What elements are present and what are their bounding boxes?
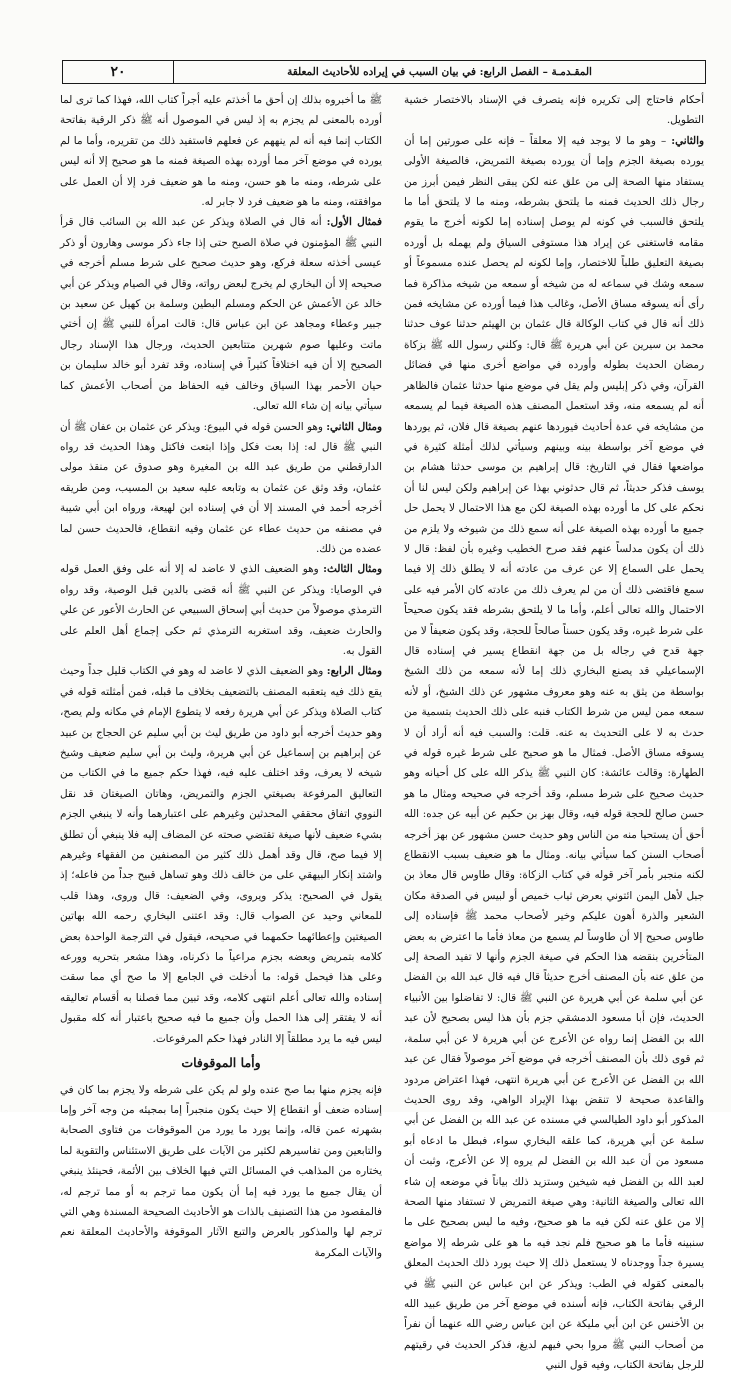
page-number: ٢٠ xyxy=(63,61,174,83)
paragraph-heading: ومثال الثالث: xyxy=(323,563,382,576)
paragraph xyxy=(60,212,382,416)
paragraph xyxy=(404,131,704,1376)
right-column xyxy=(404,90,704,1372)
paragraph: أحكام فاحتاج إلى تكريره فإنه يتصرف في الإسناد بالاختصار خشية التطويل. xyxy=(404,94,704,127)
paragraph-heading: ومثال الرابع: xyxy=(326,665,383,678)
paragraph-text: – وهو ما لا يوجد فيه إلا معلقاً – فإنه على صورتين إما أن يورده بصيغة الجزم وإما أن يورده بصيغة التمريض، فالصيغة الأولى يستفاد منها الصحة إلى من علق عنه لكن يبقى النظر فيمن أبرز من رجال ذلك الحديث فمنه ما يلتحق بشرطه، ومنه ما لا يلتحق أما ما يلتحق فالسبب في كونه لم يوصل إسناده إما لكونه أخرج ما يقوم مقامه فاستغنى عن إيراد هذا مستوفى السياق ولم يهمله بل أورده بصيغة التعليق طلباً للاختصار، وإما لكونه لم يحصل عنده مسموعاً أو سمعه وشك في سماعه له من شيخه أو سمعه من شيخه مذاكرة فما رأى أنه يسوقه مساق الأصل، وغالب هذا فيما أورده عن مشايخه فمن ذلك أنه قال في كتاب الوكالة قال عثمان بن الهيثم حدثنا عوف حدثنا محمد بن سيرين عن أبي هريرة ﷺ قال: وكلني رسول الله ﷺ بزكاة رمضان الحديث بطوله وأورده في مواضع أخرى منها في فضائل القرآن، وفي ذكر إبليس ولم يقل في موضع منها حدثنا عثمان فالظاهر أنه لم يسمعه منه، وقد استعمل المصنف هذه الصيغة فيما لم يسمعه من مشايخه في عدة أحاديث فيوردها عنهم بصيغة قال فلان، ثم يوردها في موضع آخر بواسطة بينه وبينهم وسيأتي لذلك أمثلة كثيرة في مواضعها فقال في التاريخ: قال إبراهيم بن موسى حدثنا هشام بن يوسف فذكر حديثاً، ثم قال حدثوني بهذا عن إبراهيم ولكن ليس لنا أن نحكم على كل ما أورده بهذه الصيغة لكن مع هذا الاحتمال لا يحمل حل جميع ما أورده بهذه الصيغة على أنه سمع ذلك من شيوخه ولا يلزم من ذلك أن يكون مدلساً عنهم فقد صرح الخطيب وغيره بأن لفظ: قال لا يحمل على السماع إلا عن عرف من عادته أنه لا يطلق ذلك إلا فيما سمع فاقتضى ذلك أن من لم يعرف ذلك من عادته كان الأمر فيه على الاحتمال والله تعالى أعلم، وأما ما لا يلتحق بشرطه فقد يكون صحيحاً على شرط غيره، وقد يكون حسناً صالحاً للحجة، وقد يكون ضعيفاً لا من جهة قدح في رجاله بل من جهة انقطاع يسير في إسناده قال الإسماعيلي قد يصنع البخاري ذلك إما لأنه سمعه من ذلك الشيخ بواسطة من يثق به عنه وهو معروف مشهور عن ذلك الشيخ، أو لأنه سمعه ممن ليس من شرط الكتاب فنبه على ذلك الحديث بتسمية من حدث به لا على التحديث به عنه. قلت: والسبب فيه أنه أراد أن لا يسوقه مساق الأصل. فمثال ما هو صحيح على شرط غيره قوله في الطهارة: وقالت عائشة: كان النبي ﷺ يذكر الله على كل أحيانه وهو حديث صحيح على شرط مسلم، وقد أخرجه في صحيحه ومثال ما هو حسن صالح للحجة قوله فيه، وقال بهز بن حكيم عن أبيه عن جده: الله أحق أن يستحيا منه من الناس وهو حديث حسن مشهور عن بهز أخرجه أصحاب السنن كما سيأتي بيانه. ومثال ما هو ضعيف بسبب الانقطاع لكنه منجبر بأمر آخر قوله في كتاب الزكاة: وقال طاوس قال معاذ بن جبل لأهل اليمن ائتوني بعرض ثياب خميص أو لبيس في الصدقة مكان الشعير والذرة أهون عليكم وخير لأصحاب محمد ﷺ فإسناده إلى طاوس صحيح إلا أن طاوساً لم يسمع من معاذ فأما ما اعترض به بعض المتأخرين بنقضه هذا الحكم في صيغة الجزم وأنها لا تفيد الصحة إلى من علق عنه بأن المصنف أخرج حديثاً قال فيه قال عبد الله بن الفضل عن أبي سلمة عن أبي هريرة عن النبي ﷺ قال: لا تفاضلوا بين الأنبياء الحديث، فإن أبا مسعود الدمشقي جزم بأن هذا ليس بصحيح لأن عبد الله بن الفضل إنما رواه عن الأعرج عن أبي هريرة لا عن أبي سلمة، ثم قوى ذلك بأن المصنف أخرجه في موضع آخر موصولاً فقال عن عبد الله بن الفضل عن الأعرج عن أبي هريرة انتهى، فهذا اعتراض مردود والقاعدة صحيحة لا تنقض بهذا الإيراد الواهي، وقد روى الحديث المذكور أبو داود الطيالسي في مسنده عن عبد الله بن الفضل عن أبي سلمة عن أبي هريرة، كما علقه البخاري سواء، فبطل ما ادعاه أبو مسعود من أن عبد الله بن الفضل لم يروه إلا عن الأعرج، وثبت أن لعبد الله بن الفضل فيه شيخين وستزيد ذلك بياناً في موضعه إن شاء الله تعالى والصيغة الثانية: وهي صيغة التمريض لا تستفاد منها الصحة إلا من علق عنه لكن فيه ما هو صحيح، وفيه ما ليس بصحيح على ما سنبينه فأما ما هو صحيح فلم نجد فيه ما هو على شرطه إلا مواضع يسيرة جداً ووجدناه لا يستعمل ذلك إلا حيث يورد ذلك الحديث المعلق بالمعنى كقوله في الطب: ويذكر عن ابن عباس عن النبي ﷺ في الرقي بفاتحة الكتاب، فإنه أسنده في موضع آخر من طريق عبيد الله بن الأخنس عن ابن أبي مليكة عن ابن عباس رضي الله عنهما أن نفراً من أصحاب النبي ﷺ مروا بحي فيهم لديغ، فذكر الحديث في رقيتهم للرجل بفاتحة الكتاب، وفيه قول النبي xyxy=(404,134,704,1372)
paragraph-heading: فمثال الأول: xyxy=(326,216,382,229)
running-title: المقـدمـة – الفصل الرابع: في بيان السبب في إيراده للأحاديث المعلقة xyxy=(287,66,592,78)
running-header xyxy=(62,60,706,84)
paragraph: فإنه يجزم منها بما صح عنده ولو لم يكن على شرطه ولا يجزم بما كان في إسناده ضعف أو انقطاع إلا حيث يكون منجبراً إما بمجيئه من وجه آخر وإما بشهرته عمن قاله، وإنما يورد ما يورد من الموقوفات من فتاوى الصحابة والتابعين ومن تفاسيرهم لكثير من الآيات على طريق الاستئناس والتقوية لما يختاره من المذاهب في المسائل التي فيها الخلاف بين الأئمة، فحينئذ ينبغي أن يقال جميع ما يورد فيه إما أن يكون مما ترجم به أو مما ترجم له، فالمقصود من هذا التصنيف بالذات هو الأحاديث الصحيحة المسندة وهي التي ترجم لها والمذكور بالعرض والتبع الآثار الموقوفة والأحاديث المعلقة نعم والآيات المكرمة xyxy=(60,1083,382,1259)
paragraph: ﷺ ما أخبروه بذلك إن أحق ما أخذتم عليه أجراً كتاب الله، فهذا كما ترى لما أورده بالمعنى لم يجزم به إذ ليس في الموصول أنه ﷺ ذكر الرقية بفاتحة الكتاب إنما فيه أنه لم ينههم عن فعلهم فاستفيد ذلك من تقريره، وأما ما لم يورده في موضع آخر مما أورده بهذه الصيغة فمنه ما هو صحيح إلا أنه ليس على شرطه، ومنه ما هو حسن، ومنه ما هو ضعيف فرد إلا أن العمل على موافقته، ومنه ما هو ضعيف فرد لا جابر له. xyxy=(60,94,382,209)
paragraph-text: وهو الضعيف الذي لا عاضد له إلا أنه على وفق العمل قوله في الوصايا: ويذكر عن النبي ﷺ أنه قضى بالدين قبل الوصية، وقد رواه الترمذي موصولاً من حديث أبي إسحاق السبيعي عن الحارث الأعور عن علي والحارث ضعيف، وقد استغربه الترمذي ثم حكى إجماع أهل العلم على القول به. xyxy=(60,563,382,657)
paragraph xyxy=(60,661,382,1049)
paragraph-text: وهو الحسن قوله في البيوع: ويذكر عن عثمان بن عفان ﷺ أن النبي ﷺ قال له: إذا بعت فكل وإذا ابتعت فاكتل وهذا الحديث قد رواه الدارقطني من طريق عبد الله بن المغيرة وهو صدوق عن منقذ مولى عثمان، وقد وثق عن عثمان به وتابعه عليه سعيد بن المسيب، ومن طريقه أخرجه أحمد في المسند إلا أن في إسناده ابن لهيعة، ورواه ابن أبي شيبة في مصنفه من حديث عطاء عن عثمان وفيه انقطاع، فالحديث حسن لما عضده من ذلك. xyxy=(60,420,382,555)
paragraph xyxy=(60,417,382,560)
left-column xyxy=(60,90,383,1259)
paragraph-text: أنه قال في الصلاة ويذكر عن عبد الله بن السائب قال قرأ النبي ﷺ المؤمنون في صلاة الصبح حتى إذا جاء ذكر موسى وهارون أو ذكر عيسى أخذته سعلة فركع، وهو حديث صحيح على شرط مسلم أخرجه في صحيحه إلا أن البخاري لم يخرج لبعض رواته، وقال في الصيام ويذكر عن أبي خالد عن الأعمش عن الحكم ومسلم البطين وسلمة بن كهيل عن سعيد بن جبير وعطاء ومجاهد عن ابن عباس قال: قالت امرأة للنبي ﷺ إن أختي ماتت وعليها صوم شهرين متتابعين الحديث، ورجال هذا الإسناد رجال الصحيح إلا أن فيه اختلافاً كثيراً في إسناده، وقد تفرد أبو خالد سليمان بن حيان الأحمر بهذا السياق وخالف فيه الحفاظ من أصحاب الأعمش كما سيأتي بيانه إن شاء الله تعالى. xyxy=(60,216,382,413)
paragraph-heading: ومثال الثاني: xyxy=(326,420,383,433)
paragraph-heading: والثاني: xyxy=(671,134,704,147)
paragraph-text: وهو الضعيف الذي لا عاضد له وهو في الكتاب قليل جداً وحيث يقع ذلك فيه يتعقبه المصنف بالتضعيف بخلاف ما قبله، فمن أمثلته قوله في كتاب الصلاة ويذكر عن أبي هريرة رفعه لا يتطوع الإمام في مكانه ولم يصح، وهو حديث أخرجه أبو داود من طريق ليث بن أبي سليم عن الحجاج بن عبيد عن إبراهيم بن إسماعيل عن أبي هريرة، وليث بن أبي سليم ضعيف وشيخ شيخه لا يعرف، وقد اختلف عليه فيه، فهذا حكم جميع ما في الكتاب من التعاليق المرفوعة بصيغتي الجزم والتمريض، وهاتان الصيغتان قد نقل النووي اتفاق محققي المحدثين وغيرهم على اعتبارهما وأنه لا ينبغي الجزم بشيء ضعيف لأنها صيغة تقتضي صحته عن المضاف إليه فلا ينبغي أن تطلق إلا فيما صح، قال وقد أهمل ذلك كثير من المصنفين من الفقهاء وغيرهم واشتد إنكار البيهقي على من خالف ذلك وهو تساهل قبيح جداً من فاعله؛ إذ يقول في الصحيح: يذكر ويروى، وفي الضعيف: قال وروى، وهذا قلب للمعاني وحيد عن الصواب قال: وقد اعتنى البخاري رحمه الله بهاتين الصيغتين وإعطائهما حكمهما في صحيحه، فيقول في الترجمة الواحدة بعض كلامه بتمريض وبعضه بجزم مراعياً ما ذكرناه، وهذا مشعر بتحريه وورعه وعلى هذا فيحمل قوله: ما أدخلت في الجامع إلا ما صح أي مما سقت إسناده والله تعالى أعلم انتهى كلامه، وقد تبين مما فصلنا به أقسام تعاليقه أنه لا يفتقر إلى هذا الحمل وأن جميع ما فيه صحيح باعتبار أنه كله مقبول ليس فيه ما يرد مطلقاً إلا النادر فهذا حكم المرفوعات. xyxy=(60,665,382,1045)
section-heading: وأما الموقوفات xyxy=(181,1055,261,1071)
paragraph xyxy=(60,559,382,661)
